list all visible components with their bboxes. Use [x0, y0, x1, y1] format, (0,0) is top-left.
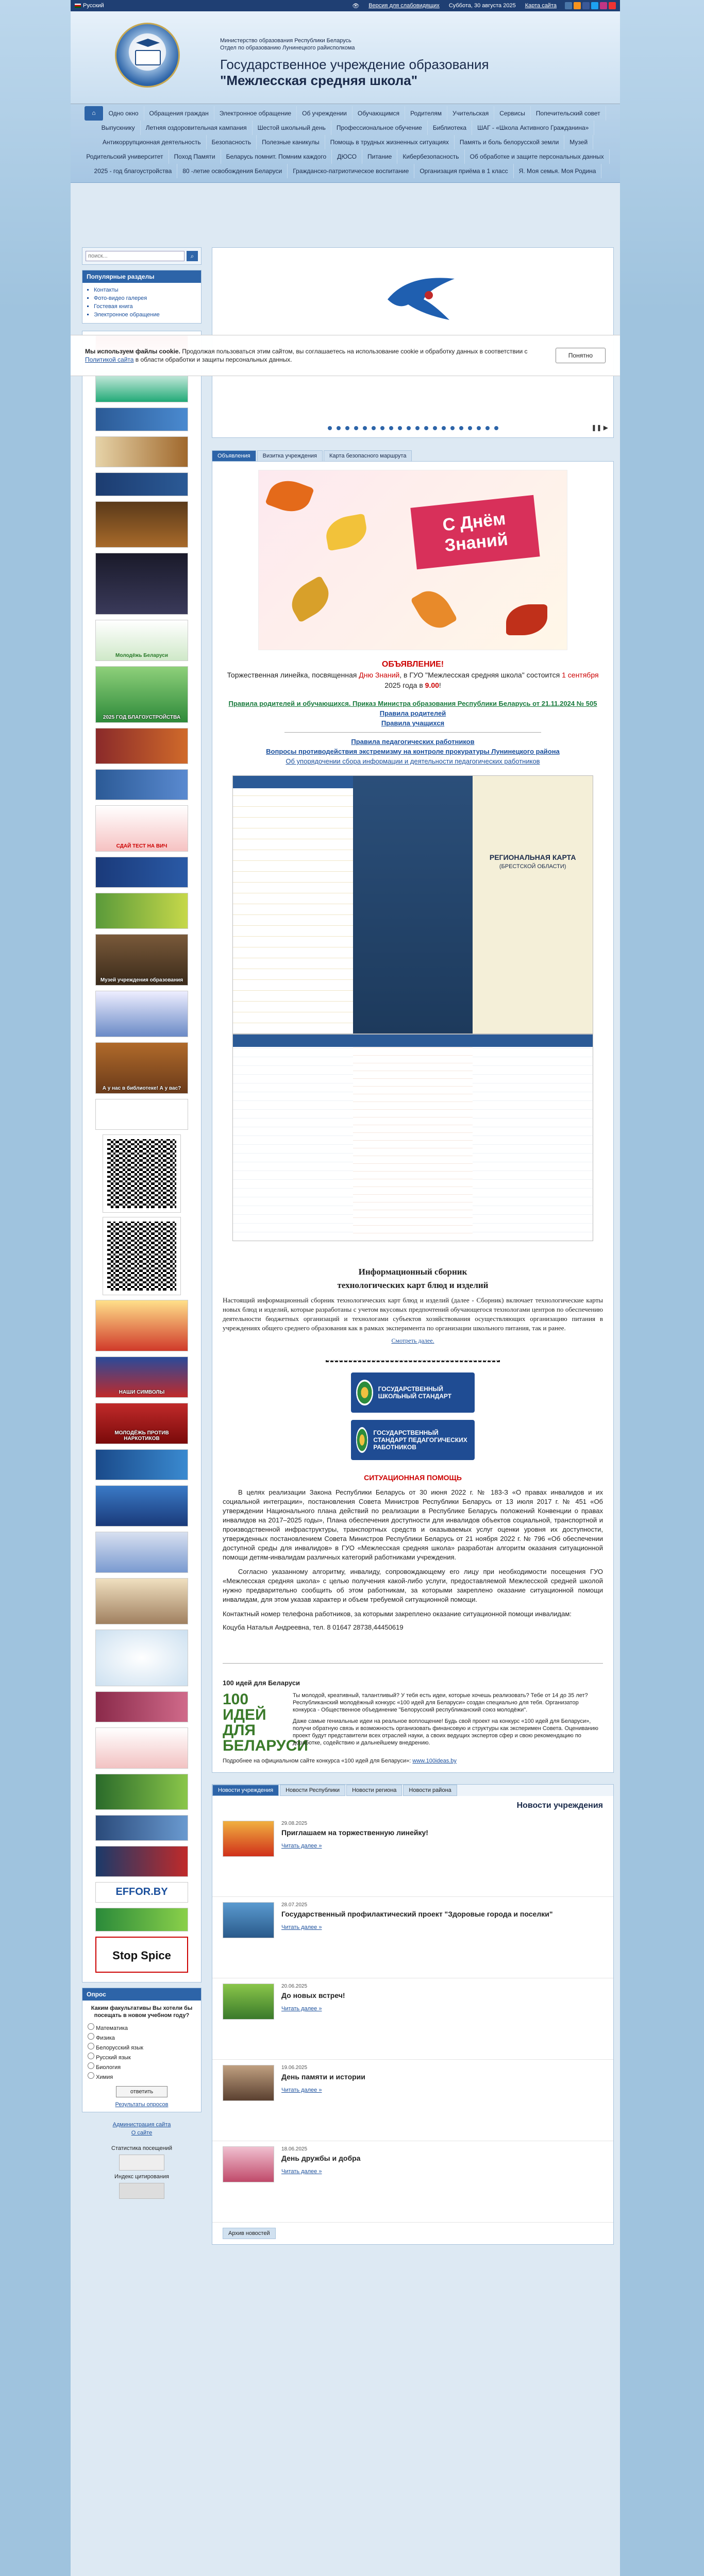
- ideas-p3: Подробнее на официальном сайте конкурса «100 идей для Беларуси»:: [223, 1758, 411, 1764]
- banner-help[interactable]: [95, 553, 188, 615]
- nav-item[interactable]: Родительский университет: [81, 149, 169, 164]
- banner-hiv-label: СДАЙ ТЕСТ НА ВИЧ: [116, 843, 167, 849]
- news-date: 28.07.2025: [281, 1902, 308, 1908]
- slider-controls[interactable]: ❚❚ ▶: [591, 424, 608, 431]
- news-body: [281, 1984, 345, 2050]
- news-body: [281, 2146, 360, 2213]
- news-date: 19.06.2025: [281, 2065, 308, 2071]
- leaf-shape: [284, 575, 336, 623]
- banner-effor[interactable]: [95, 1882, 188, 1903]
- nav-item[interactable]: Профессиональное обучение: [331, 121, 428, 135]
- announcements-panel: [212, 461, 614, 1773]
- poll-option[interactable]: [88, 2072, 196, 2082]
- slider-dot[interactable]: [442, 426, 446, 430]
- news-thumbnail[interactable]: [223, 1821, 274, 1857]
- banner-column: [82, 331, 202, 1982]
- news-item: [212, 2060, 613, 2141]
- situation-p4: Коцуба Наталья Андреевна, тел. 8 01647 28738,44450619: [223, 1623, 404, 1631]
- banner-museum-label: Музей учреждения образования: [100, 977, 183, 983]
- poll-option-label: Биология: [96, 2064, 121, 2071]
- citation-counter[interactable]: [119, 2183, 164, 2199]
- current-date: Суббота, 30 августа 2025: [448, 3, 516, 9]
- cookie-banner: [71, 335, 620, 376]
- tech-title2: технологических карт блюд и изделий: [337, 1280, 489, 1290]
- banner-children[interactable]: [95, 1300, 188, 1351]
- news-thumbnail[interactable]: [223, 2065, 274, 2101]
- social-icons: [565, 2, 616, 9]
- news-thumbnail[interactable]: [223, 1984, 274, 2020]
- news-read-more[interactable]: Читать далее »: [281, 1843, 322, 1849]
- slider-dot[interactable]: [433, 426, 437, 430]
- nav-item[interactable]: Питание: [362, 149, 397, 164]
- situation-p3: Контактный номер телефона работников, за которыми закреплено оказание ситуационной помощи инвалидам:: [223, 1610, 572, 1618]
- banner-drugs[interactable]: [95, 1403, 188, 1444]
- rules-title-link[interactable]: Правила родителей и обучающихся. Приказ Министра образования Республики Беларусь от 21.11.2024 № 505: [228, 700, 597, 707]
- news-body: [281, 2065, 365, 2131]
- poll-radio[interactable]: [88, 2023, 94, 2030]
- main-navigation: [71, 104, 620, 183]
- situation-p2: Согласно указанному алгоритму, инвалиду, сопровождающему его лицу при необходимости посещения ГУО «Межлесская средняя школа» с целью получения какой-либо услуги, предоставляемой Межлесской средней школой нужно предварительно сообщить об этом работникам, за которыми закреплено оказание ситуационной помощи инвалидам, для этом указав характер и объем требуемой ситуационной помощи.: [223, 1568, 603, 1603]
- nav-item[interactable]: Кибербезопасность: [397, 149, 464, 164]
- ideas-logo: 100 ИДЕЙ ДЛЯ БЕЛАРУСИ: [223, 1691, 308, 1754]
- banner-info[interactable]: [95, 1691, 188, 1722]
- nav-item[interactable]: Шестой школьный день: [253, 121, 331, 135]
- banner-museum[interactable]: [95, 934, 188, 986]
- nav-item[interactable]: Обучающимся: [353, 106, 405, 121]
- announcement-heading: ОБЪЯВЛЕНИЕ!: [381, 660, 444, 669]
- news-read-more[interactable]: Читать далее »: [281, 2168, 322, 2175]
- header-text: [220, 37, 489, 89]
- slider-dot[interactable]: [337, 426, 341, 430]
- slider-dot[interactable]: [494, 426, 498, 430]
- banner-symbols-label: НАШИ СИМВОЛЫ: [119, 1389, 165, 1395]
- poll-option[interactable]: [88, 2062, 196, 2072]
- standard-badge-school[interactable]: [351, 1372, 475, 1413]
- banner-green[interactable]: [95, 893, 188, 929]
- banner-president[interactable]: [95, 436, 188, 467]
- qr-code-2[interactable]: [103, 1217, 180, 1295]
- ideas-p1: Ты молодой, креативный, талантливый? У тебя есть идеи, которые хочешь реализовать? Тебе от 14 до 35 лет? Республиканский молодёжный конкурс «100 идей для Беларуси» создан специально для тебя. Организатор конкурса - Общественное объединение "Белорусский республиканский союз молодёжи".: [293, 1692, 588, 1713]
- slider-dot[interactable]: [415, 426, 420, 430]
- nav-item[interactable]: Поход Памяти: [169, 149, 221, 164]
- sitemap-link[interactable]: Карта сайта: [525, 3, 557, 9]
- nav-item[interactable]: Антикоррупционная деятельность: [97, 135, 207, 149]
- ministry-name: Министерство образования Республики Беларусь: [220, 38, 351, 44]
- citation-label: Индекс цитирования: [114, 2174, 169, 2180]
- poll-option[interactable]: [88, 2053, 196, 2062]
- qr-code-1[interactable]: [103, 1135, 180, 1212]
- banner-eco[interactable]: [95, 1774, 188, 1810]
- announcement-line2: , в ГУО "Межлесская средняя школа" состоится: [399, 671, 560, 679]
- site-wrapper: [71, 0, 620, 2576]
- nav-home[interactable]: [85, 106, 103, 121]
- cookie-body: Продолжая пользоваться этим сайтом, вы соглашаетесь на использование cookie и обработку данных в соответствии с: [182, 348, 528, 355]
- poll-question: Каким факультативы Вы хотели бы посещать в новом учебном году?: [91, 2005, 193, 2019]
- announcement-date: 1 сентября: [562, 671, 599, 679]
- nav-item[interactable]: Родителям: [405, 106, 447, 121]
- nav-item[interactable]: 2025 - год благоустройства: [89, 164, 178, 178]
- nav-item[interactable]: ШАГ - «Школа Активного Гражданина»: [472, 121, 594, 135]
- news-box: [212, 1784, 614, 2245]
- banner-library[interactable]: [95, 1042, 188, 1094]
- banner-hiv[interactable]: [95, 805, 188, 852]
- poll-option[interactable]: [88, 2043, 196, 2053]
- banner-blue[interactable]: [95, 1449, 188, 1480]
- nav-list: [76, 106, 615, 178]
- news-date: 18.06.2025: [281, 2146, 308, 2152]
- regional-map-page3: [473, 776, 593, 1033]
- banner-gov[interactable]: [95, 769, 188, 800]
- nav-item[interactable]: 80 -летие освобождения Беларуси: [177, 164, 288, 178]
- teachers-rules-link[interactable]: Правила педагогических работников: [351, 738, 475, 745]
- data-collection-link[interactable]: Об упорядочении сбора информации и деятельности педагогических работников: [286, 757, 540, 765]
- nav-item[interactable]: Полезные каникулы: [257, 135, 325, 149]
- banner-green2[interactable]: [95, 1908, 188, 1931]
- stork-icon: [377, 268, 460, 330]
- slider-dot[interactable]: [450, 426, 455, 430]
- slider-dot[interactable]: [372, 426, 376, 430]
- nav-item[interactable]: Выпускнику: [96, 121, 141, 135]
- banner-telegram[interactable]: [95, 1846, 188, 1877]
- slider-dot[interactable]: [363, 426, 367, 430]
- banner-culture[interactable]: [95, 728, 188, 764]
- slider-dot[interactable]: [407, 426, 411, 430]
- ideas-text: [293, 1692, 603, 1754]
- document-links: [223, 699, 603, 766]
- side-links: [82, 2121, 202, 2137]
- banner-docs[interactable]: [95, 1578, 188, 1624]
- news-tab[interactable]: Новости учреждения: [212, 1785, 279, 1796]
- news-item: [212, 1978, 613, 2060]
- nav-item[interactable]: Электронное обращение: [214, 106, 297, 121]
- nav-item[interactable]: Одно окно: [104, 106, 144, 121]
- nav-item[interactable]: Сервисы: [494, 106, 531, 121]
- cookie-body2: в области обработки и защиты персональных данных.: [135, 356, 292, 363]
- ideas-p2: Даже самые гениальные идеи на реальное воплощение! Будь свой проект на конкурс «100 идей для Беларуси», получи обратную связь и возможность организовать финансовую и структуры как эксперимен Совета. Оцениванию проект будут представители всех отраслей науки, а своих ведущих экспертов сфер и свою рекомендацию по доработке, содействию и дальнейшему внедрению.: [293, 1718, 598, 1746]
- slider-dot[interactable]: [477, 426, 481, 430]
- department-name: Отдел по образованию Лунинецкого райисполкома: [220, 45, 355, 51]
- divider: [284, 732, 541, 733]
- ok-icon[interactable]: [574, 2, 581, 9]
- search-button[interactable]: [187, 251, 198, 261]
- poll-option-label: Химия: [96, 2074, 113, 2080]
- banner-edu[interactable]: [95, 1815, 188, 1841]
- banner-symbols[interactable]: [95, 1357, 188, 1398]
- site-admin-link[interactable]: Администрация сайта: [112, 2122, 171, 2128]
- news-headline[interactable]: Государственный профилактический проект "Здоровые города и поселки": [281, 1910, 553, 1918]
- slider-dot[interactable]: [459, 426, 463, 430]
- nav-item[interactable]: Память и боль белорусской земли: [455, 135, 564, 149]
- standard-badge-teachers[interactable]: [351, 1420, 475, 1460]
- nav-item[interactable]: Музей: [564, 135, 593, 149]
- banner-100[interactable]: [95, 991, 188, 1037]
- contacts-doc[interactable]: [232, 1034, 593, 1241]
- nav-item[interactable]: Обращения граждан: [144, 106, 214, 121]
- facebook-icon[interactable]: [582, 2, 590, 9]
- banner-portal[interactable]: [95, 472, 188, 496]
- stats-block: [82, 2145, 202, 2199]
- contacts-page2: [353, 1035, 473, 1241]
- nav-item[interactable]: Безопасность: [207, 135, 257, 149]
- news-body: [281, 1902, 552, 1969]
- announcement-time: 9.00: [425, 681, 439, 689]
- language-selector[interactable]: [75, 3, 104, 9]
- leaf-shape: [265, 474, 314, 518]
- news-date: 29.08.2025: [281, 1821, 308, 1826]
- slider-dot[interactable]: [468, 426, 472, 430]
- slider-dot[interactable]: [398, 426, 402, 430]
- poll-option-label: Математика: [96, 2025, 128, 2031]
- poll-option-label: Русский язык: [96, 2055, 131, 2061]
- poll-vote-button[interactable]: ответить: [116, 2086, 167, 2097]
- school-logo[interactable]: [115, 23, 180, 88]
- about-site-link[interactable]: О сайте: [131, 2130, 153, 2136]
- language-label: Русский: [83, 3, 104, 9]
- slider-dot[interactable]: [424, 426, 428, 430]
- regional-map-title: РЕГИОНАЛЬНАЯ КАРТА: [489, 853, 576, 861]
- tech-more: [223, 1337, 603, 1345]
- stats-counter[interactable]: [119, 2155, 164, 2171]
- banner-library-label: А у нас в библиотеке! А у вас?: [102, 1086, 181, 1091]
- nav-item[interactable]: Учительская: [447, 106, 494, 121]
- cookie-policy-link[interactable]: Политикой сайта: [85, 356, 134, 363]
- poll-radio[interactable]: [88, 2072, 94, 2079]
- emblem-icon: [356, 1380, 373, 1405]
- banner-year-label: 2025 ГОД БЛАГОУСТРОЙСТВА: [103, 715, 181, 720]
- slider-dot[interactable]: [485, 426, 490, 430]
- vk-icon[interactable]: [565, 2, 572, 9]
- instagram-icon[interactable]: [600, 2, 607, 9]
- popular-title: Популярные разделы: [82, 270, 201, 283]
- leaf-shape: [506, 604, 547, 635]
- poll-options: [88, 2023, 196, 2082]
- news-tab[interactable]: Новости региона: [346, 1785, 402, 1796]
- news-list: [212, 1816, 613, 2223]
- leaf-shape: [410, 584, 458, 635]
- announcement-line1: Торжественная линейка, посвященная: [227, 671, 357, 679]
- stats-label: Статистика посещений: [111, 2145, 172, 2151]
- cookie-accept-button[interactable]: Понятно: [556, 348, 606, 363]
- ideas-link[interactable]: www.100ideas.by: [412, 1758, 457, 1764]
- poll-radio[interactable]: [88, 2033, 94, 2040]
- banner-youth-label: Молодёжь Беларуси: [115, 653, 168, 658]
- announcement-day: Дню Знаний: [359, 671, 400, 679]
- banner-effor-label: EFFOR.BY: [115, 1886, 168, 1897]
- youtube-icon[interactable]: [609, 2, 616, 9]
- news-headline[interactable]: День памяти и истории: [281, 2073, 365, 2081]
- regional-map-page2: [353, 776, 473, 1033]
- ideas-block: [223, 1692, 603, 1754]
- news-headline[interactable]: Приглашаем на торжественную линейку!: [281, 1828, 428, 1837]
- news-title: Новости учреждения: [516, 1801, 603, 1810]
- news-item: [212, 1816, 613, 1897]
- accessibility-link[interactable]: Версия для слабовидящих: [368, 3, 440, 9]
- news-tabs: [212, 1785, 613, 1796]
- news-read-more[interactable]: Читать далее »: [281, 2006, 322, 2012]
- tech-more-link[interactable]: Смотреть далее.: [391, 1337, 434, 1344]
- announcement-body: Торжественная линейка, посвященная Дню Знаний, в ГУО "Межлесская средняя школа" состоится 1 сентября 2025 года в 9.00!: [227, 671, 599, 689]
- poll-radio[interactable]: [88, 2053, 94, 2059]
- content-tab[interactable]: Карта безопасного маршрута: [324, 450, 412, 461]
- poll-title: Опрос: [82, 1988, 201, 2001]
- news-read-more[interactable]: Читать далее »: [281, 2087, 322, 2093]
- nav-item[interactable]: Гражданско-патриотическое воспитание: [288, 164, 414, 178]
- news-tab[interactable]: Новости района: [403, 1785, 457, 1796]
- cookie-bold: Мы используем файлы cookie.: [85, 348, 180, 355]
- poll-radio[interactable]: [88, 2043, 94, 2049]
- search-input[interactable]: [86, 251, 185, 261]
- news-read-more[interactable]: Читать далее »: [281, 1924, 322, 1930]
- slider-dot[interactable]: [328, 426, 332, 430]
- poll-radio[interactable]: [88, 2062, 94, 2069]
- nav-item[interactable]: Библиотека: [428, 121, 472, 135]
- poll-option[interactable]: [88, 2023, 196, 2033]
- contacts-page1: [233, 1035, 353, 1241]
- book-icon: [135, 50, 161, 65]
- cookie-text: [85, 347, 545, 364]
- popular-sections: [82, 270, 202, 324]
- announcement-text: [223, 659, 603, 690]
- tech-title1: Информационный сборник: [358, 1267, 467, 1277]
- banner-year[interactable]: [95, 666, 188, 723]
- main-content: [212, 247, 614, 2245]
- news-item: [212, 2141, 613, 2223]
- poll-option-label: Физика: [96, 2035, 115, 2041]
- popular-item[interactable]: ▪ Гостевая книга: [94, 302, 196, 311]
- nav-item[interactable]: Летняя оздоровительная кампания: [141, 121, 253, 135]
- site-title-line2: "Межлесская средняя школа": [220, 73, 418, 88]
- regional-map-page1: [233, 776, 353, 1033]
- news-headline[interactable]: До новых встреч!: [281, 1991, 345, 1999]
- news-archive-button[interactable]: Архив новостей: [223, 2228, 276, 2239]
- search-box: [82, 247, 202, 265]
- search-icon: ⌕: [190, 252, 194, 260]
- news-tab[interactable]: Новости Республики: [280, 1785, 345, 1796]
- banner-national[interactable]: [95, 857, 188, 888]
- nav-item[interactable]: Помощь в трудных жизненных ситуациях: [325, 135, 455, 149]
- nav-item[interactable]: Об обработке и защите персональных данных: [465, 149, 610, 164]
- knowledge-day-poster: [258, 470, 567, 650]
- popular-item[interactable]: ▪ Фото-видео галерея: [94, 294, 196, 302]
- parents-rules-link[interactable]: Правила родителей: [379, 709, 446, 717]
- nav-item[interactable]: Организация приёма в 1 класс: [414, 164, 513, 178]
- standard-badge-teachers-label: ГОСУДАРСТВЕННЫЙ СТАНДАРТ ПЕДАГОГИЧЕСКИХ РАБОТНИКОВ: [373, 1429, 467, 1451]
- content-tabs: [212, 450, 614, 461]
- left-sidebar: [82, 247, 202, 2202]
- situation-p1: В целях реализации Закона Республики Беларусь от 30 июня 2022 г. № 183-З «О правах инвалидов и их социальной интеграции», постановления Совета Министров Республики Беларусь от 13 июля 2017 г. № 451 «Об утверждении Национального плана действий по реализации в Республике Беларусь положений Конвенции о правах инвалидов на 2017–2025 годы», Плана обеспечения доступности для инвалидов объектов социальной, транспортной и производственной инфраструктуры, транспортных средств и оказываемых услуг оценки уровня их доступности, утвержденных постановлением Совета Министров Республики Беларусь от 21 ноября 2022 г. № 796 «Об обеспечении доступной среды для инвалидов» в ГУО «Межлесская средняя школа» разработан алгоритм оказания ситуационной помощи детям-инвалидам различных категорий работниками учреждения.: [223, 1488, 603, 1561]
- banner-security[interactable]: [95, 1532, 188, 1573]
- extremism-link[interactable]: Вопросы противодействия экстремизму на контроле прокуратуры Лунинецкого района: [266, 748, 560, 755]
- regional-map-doc[interactable]: [232, 775, 593, 1034]
- banner-stopspice[interactable]: [95, 1937, 188, 1973]
- emblem-icon: [356, 1427, 368, 1453]
- news-body: [281, 1821, 428, 1887]
- nav-item[interactable]: ДЮСО: [332, 149, 362, 164]
- site-header: [71, 11, 620, 104]
- poll-block: [82, 1988, 202, 2112]
- banner-youth[interactable]: [95, 620, 188, 661]
- divider: [223, 1663, 603, 1664]
- nav-item[interactable]: Попечительский совет: [531, 106, 606, 121]
- contacts-page3: [473, 1035, 593, 1241]
- leaf-shape: [323, 514, 369, 551]
- nav-item[interactable]: Беларусь помнит. Помним каждого: [221, 149, 332, 164]
- banner-history[interactable]: [95, 501, 188, 548]
- banner-drugs-label: МОЛОДЁЖЬ ПРОТИВ НАРКОТИКОВ: [114, 1430, 169, 1442]
- top-bar-center: [352, 3, 557, 9]
- news-headline[interactable]: День дружбы и добра: [281, 2154, 361, 2162]
- news-thumbnail[interactable]: [223, 2146, 274, 2182]
- poster-title: С Днём Знаний: [410, 495, 540, 569]
- poll-option[interactable]: [88, 2033, 196, 2043]
- twitter-icon[interactable]: [591, 2, 598, 9]
- news-date: 20.06.2025: [281, 1984, 308, 1989]
- standard-badge-school-label: ГОСУДАРСТВЕННЫЙ ШКОЛЬНЫЙ СТАНДАРТ: [378, 1385, 452, 1400]
- banner-report[interactable]: [95, 1727, 188, 1769]
- slider-dot[interactable]: [389, 426, 393, 430]
- slider-dots: [212, 426, 613, 430]
- eye-icon: 👁: [352, 3, 360, 9]
- poll-option-label: Белорусский язык: [96, 2045, 143, 2051]
- poll-results-link[interactable]: Результаты опросов: [115, 2102, 169, 2108]
- popular-item[interactable]: ▪ Контакты: [94, 286, 196, 294]
- ideas-title: 100 идей для Беларуси: [223, 1679, 300, 1687]
- regional-map-subtitle: (БРЕСТСКОЙ ОБЛАСТИ): [499, 863, 566, 870]
- poll-body: [82, 2001, 201, 2112]
- ideas-more: [223, 1758, 603, 1764]
- banner-stopspice-label: Stop Spice: [112, 1949, 171, 1962]
- divider: [326, 1360, 500, 1362]
- site-title-line1: Государственное учреждение образования: [220, 57, 489, 72]
- flag-icon: [75, 4, 81, 8]
- students-rules-link[interactable]: Правила учащихся: [381, 719, 445, 727]
- situation-title: СИТУАЦИОННАЯ ПОМОЩЬ: [364, 1473, 462, 1482]
- home-icon: ⌂: [92, 109, 96, 116]
- nav-item[interactable]: Я. Моя семья. Моя Родина: [514, 164, 602, 178]
- banner-sea[interactable]: [95, 1485, 188, 1527]
- news-thumbnail[interactable]: [223, 1902, 274, 1938]
- slider-dot[interactable]: [380, 426, 384, 430]
- banner-wheel[interactable]: [95, 1630, 188, 1686]
- popular-list: [82, 283, 201, 323]
- banner-academy[interactable]: [95, 1099, 188, 1130]
- tech-cards-section: [223, 1267, 603, 1291]
- content-tab[interactable]: Объявления: [212, 450, 256, 461]
- popular-item[interactable]: ▪ Электронное обращение: [94, 311, 196, 319]
- slider-dot[interactable]: [345, 426, 349, 430]
- nav-item[interactable]: Об учреждении: [297, 106, 353, 121]
- top-bar: [71, 0, 620, 11]
- tech-text: Настоящий информационный сборник технологических карт блюд и изделий (далее - Сборник) включает технологические карты новых блюд и изделий, которые разработаны с учетом вкусовых предпочтений обучающегося технологами центров по обеспечению деятельности бюджетных организаций и технологами субъектов хозяйствования осуществляющих организацию питания в учреждениях общего среднего образования как в рамках эксперимента по организации школьного питания, так и ранее.: [223, 1296, 603, 1332]
- news-item: [212, 1897, 613, 1978]
- content-tab[interactable]: Визитка учреждения: [257, 450, 323, 461]
- announcement-line3: 2025 года в: [384, 681, 423, 689]
- slider-dot[interactable]: [354, 426, 358, 430]
- graduation-cap-icon: [136, 39, 160, 47]
- banner-ministry[interactable]: [95, 408, 188, 431]
